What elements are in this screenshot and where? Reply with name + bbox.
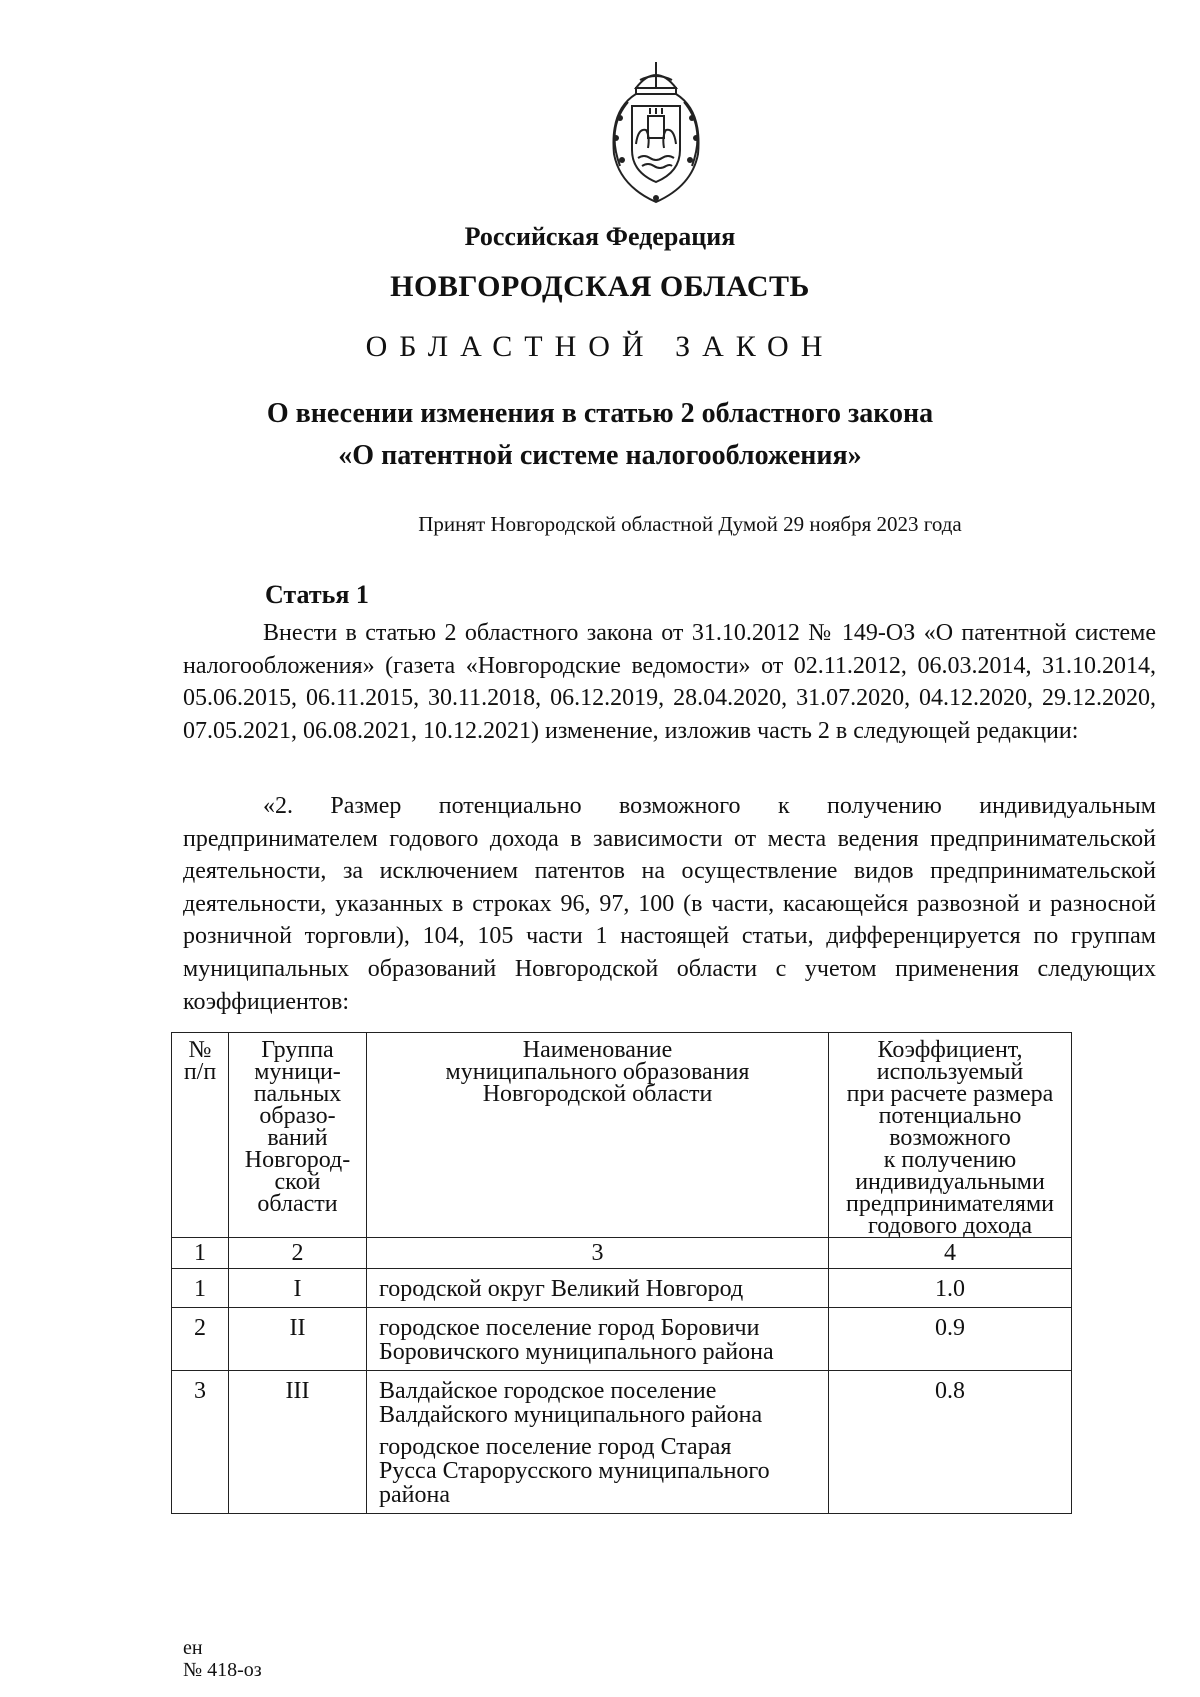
header-group <box>229 1033 367 1238</box>
municipality-line: Валдайское городское поселение <box>379 1378 717 1404</box>
municipality-line: Валдайского муниципального района <box>379 1402 763 1428</box>
row-coefficient: 1.0 <box>829 1269 1072 1308</box>
header-line: при расчете размера <box>846 1081 1054 1107</box>
row-number: 3 <box>172 1371 229 1514</box>
header-line: пальных <box>253 1081 342 1107</box>
header-line: используемый <box>876 1059 1024 1085</box>
law-title-line2: «О патентной системе налогообложения» <box>338 440 862 471</box>
row-group: III <box>229 1371 367 1514</box>
region-name: НОВГОРОДСКАЯ ОБЛАСТЬ <box>390 270 810 303</box>
adoption-note: Принят Новгородской областной Думой 29 ноября 2023 года <box>418 512 962 536</box>
row-municipality <box>367 1269 829 1308</box>
row-number: 2 <box>172 1308 229 1371</box>
law-title-line1: О внесении изменения в статью 2 областного закона <box>266 398 934 429</box>
municipality-line: городское поселение город Боровичи <box>379 1315 760 1341</box>
header-line: п/п <box>183 1059 217 1085</box>
municipality-line: городской округ Великий Новгород <box>379 1276 744 1302</box>
municipality-line: Боровичского муниципального района <box>379 1339 774 1365</box>
municipality-line: Русса Старорусского муниципального <box>379 1458 770 1484</box>
header-coefficient <box>829 1033 1072 1238</box>
table-row <box>172 1371 1072 1514</box>
header-line: возможного <box>889 1125 1011 1151</box>
municipality-line: района <box>379 1482 450 1508</box>
header-line: Группа <box>261 1037 334 1063</box>
table-row <box>172 1269 1072 1308</box>
article-heading: Статья 1 <box>265 580 369 609</box>
header-line: образо- <box>259 1103 336 1129</box>
column-number: 1 <box>172 1238 229 1269</box>
header-number <box>172 1033 229 1238</box>
document-type: ОБЛАСТНОЙ ЗАКОН <box>365 330 835 363</box>
header-line: к получению <box>883 1147 1017 1173</box>
table-row <box>172 1308 1072 1371</box>
coat-of-arms-icon <box>592 58 720 208</box>
header-line: № <box>188 1037 212 1063</box>
row-municipality <box>367 1371 829 1514</box>
row-municipality <box>367 1308 829 1371</box>
table-header-row <box>172 1033 1072 1238</box>
row-coefficient: 0.9 <box>829 1308 1072 1371</box>
header-line: предпринимателями <box>845 1191 1054 1217</box>
row-coefficient: 0.8 <box>829 1371 1072 1514</box>
header-line: Новгородской области <box>482 1081 713 1107</box>
municipality-line: городское поселение город Старая <box>379 1434 732 1460</box>
header-line: индивидуальными <box>855 1169 1045 1195</box>
column-number: 3 <box>367 1238 829 1269</box>
footer-number: № 418-оз <box>183 1659 262 1681</box>
header-line: ваний <box>267 1125 328 1151</box>
header-line: ской <box>274 1169 321 1195</box>
header-line: муниципального образования <box>445 1059 750 1085</box>
header-municipality <box>367 1033 829 1238</box>
column-number: 2 <box>229 1238 367 1269</box>
coefficients-table <box>171 1032 1072 1514</box>
footer-initials: ен <box>183 1637 203 1659</box>
table-column-numbers-row <box>172 1238 1072 1269</box>
country-name: Российская Федерация <box>464 222 736 251</box>
header-line: годового дохода <box>867 1213 1033 1239</box>
header-line: Наименование <box>522 1037 673 1063</box>
article-paragraph-1 <box>183 617 1156 747</box>
header-line: потенциально <box>878 1103 1022 1129</box>
header-line: муници- <box>254 1059 341 1085</box>
paragraph-text: Внести в статью 2 областного закона от 31.10.2012 № 149-ОЗ «О патентной системе налогообложения» (газета «Новгородские ведомости» от 02.11.2012, 06.03.2014, 31.10.2014, 05.06.2015, 06.11.2015, 30.11.2018, 06.12.2019, 28.04.2020, 31.07.2020, 04.12.2020, 29.12.2020, 07.05.2021, 06.08.2021, 10.12.2021) изменение, изложив часть 2 в следующей редакции: <box>183 620 1156 744</box>
paragraph-text: «2. Размер потенциально возможного к получению индивидуальным предпринимателем годового дохода в зависимости от места ведения предпринимательской деятельности, за исключением патентов на осуществление видов предпринимательской деятельности, указанных в строках 96, 97, 100 (в части, касающейся развозной и разносной розничной торговли), 104, 105 части 1 настоящей статьи, дифференцируется по группам муниципальных образований Новгородской области с учетом применения следующих коэффициентов: <box>183 793 1156 1015</box>
row-number: 1 <box>172 1269 229 1308</box>
header-line: Новгород- <box>244 1147 351 1173</box>
article-paragraph-2 <box>183 790 1156 1018</box>
row-group: II <box>229 1308 367 1371</box>
header-line: Коэффициент, <box>877 1037 1023 1063</box>
header-line: области <box>257 1191 338 1217</box>
column-number: 4 <box>829 1238 1072 1269</box>
row-group: I <box>229 1269 367 1308</box>
